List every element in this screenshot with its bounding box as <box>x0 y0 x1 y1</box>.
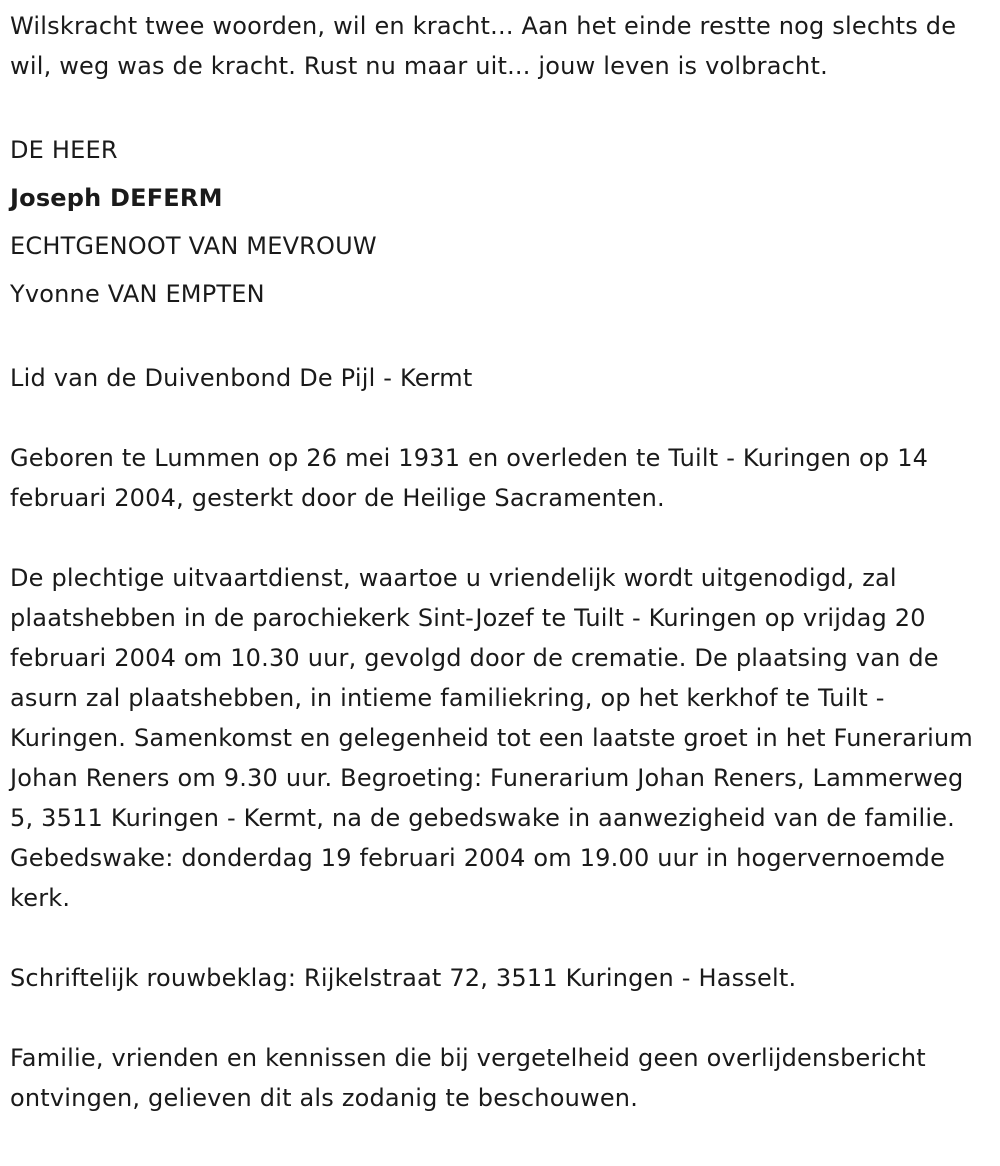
honorific-title: DE HEER <box>10 136 118 164</box>
spacer <box>10 918 992 958</box>
spacer <box>10 518 992 558</box>
spacer <box>10 398 992 438</box>
birth-death-paragraph: Geboren te Lummen op 26 mei 1931 en overleden te Tuilt - Kuringen op 14 februari 2004, gesterkt door de Heilige Sacramenten. <box>10 444 929 512</box>
funeral-paragraph: De plechtige uitvaartdienst, waartoe u vriendelijk wordt uitgenodigd, zal plaatshebben in de parochiekerk Sint-Jozef te Tuilt - Kuringen op vrijdag 20 februari 2004 om 10.30 uur, gevolgd door de crematie. De plaatsing van de asurn zal plaatshebben, in intieme familiekring, op het kerkhof te Tuilt - Kuringen. Samenkomst en gelegenheid tot een laatste groet in het Funerarium Johan Reners om 9.30 uur. Begroeting: Funerarium Johan Reners, Lammerweg 5, 3511 Kuringen - Kermt, na de gebedswake in aanwezigheid van de familie. Gebedswake: donderdag 19 februari 2004 om 19.00 uur in hogervernoemde kerk. <box>10 564 973 912</box>
memorial-poem: Wilskracht twee woorden, wil en kracht... Aan het einde restte nog slechts de wil, weg was de kracht. Rust nu maar uit... jouw leven is volbracht. <box>10 12 957 80</box>
deceased-heading <box>10 126 992 318</box>
spouse-name: Yvonne VAN EMPTEN <box>10 280 265 308</box>
spacer <box>10 998 992 1038</box>
deceased-name: Joseph DEFERM <box>10 184 223 212</box>
spacer <box>10 86 992 126</box>
closing-paragraph: Familie, vrienden en kennissen die bij vergetelheid geen overlijdensbericht ontvingen, gelieven dit als zodanig te beschouwen. <box>10 1044 926 1112</box>
spouse-label: ECHTGENOOT VAN MEVROUW <box>10 232 377 260</box>
membership-line: Lid van de Duivenbond De Pijl - Kermt <box>10 364 473 392</box>
condolences-paragraph: Schriftelijk rouwbeklag: Rijkelstraat 72, 3511 Kuringen - Hasselt. <box>10 964 797 992</box>
spacer <box>10 318 992 358</box>
